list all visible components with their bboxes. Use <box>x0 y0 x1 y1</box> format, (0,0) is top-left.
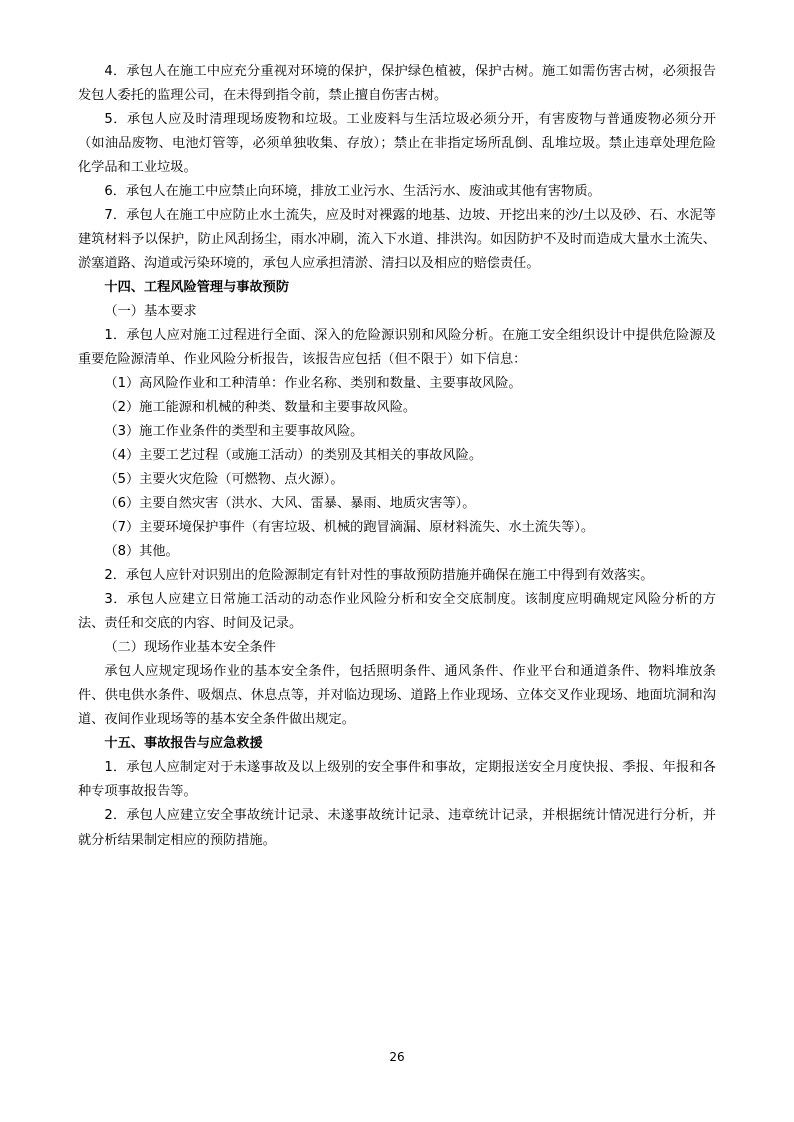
paragraph: （6）主要自然灾害（洪水、大风、雷暴、暴雨、地质灾害等）。 <box>104 496 476 512</box>
page-number: 26 <box>389 1050 405 1064</box>
document-body <box>78 60 716 853</box>
paragraph: （二）现场作业基本安全条件 <box>104 640 276 656</box>
paragraph: 1．承包人应制定对于未遂事故及以上级别的安全事件和事故，定期报送安全月度快报、季报、年报和各种专项事故报告等。 <box>78 760 716 800</box>
paragraph: 7．承包人在施工中应防止水土流失，应及时对裸露的地基、边坡、开挖出来的沙/土以及砂、石、水泥等建筑材料予以保护，防止风刮扬尘，雨水冲刷，流入下水道、排洪沟。如因防护不及时而造成大量水土流失、淤塞道路、沟道或污染环境的，承包人应承担清淤、清扫以及相应的赔偿责任。 <box>78 208 716 272</box>
paragraph: （5）主要火灾危险（可燃物、点火源）。 <box>104 472 344 488</box>
paragraph: 2．承包人应建立安全事故统计记录、未遂事故统计记录、违章统计记录，并根据统计情况进行分析，并就分析结果制定相应的预防措施。 <box>78 808 716 848</box>
paragraph: 1．承包人应对施工过程进行全面、深入的危险源识别和风险分析。在施工安全组织设计中提供危险源及重要危险源清单、作业风险分析报告，该报告应包括（但不限于）如下信息： <box>78 328 716 368</box>
section-heading: 十四、工程风险管理与事故预防 <box>104 280 290 296</box>
paragraph: 5．承包人应及时清理现场废物和垃圾。工业废料与生活垃圾必须分开，有害废物与普通废物必须分开（如油品废物、电池灯管等，必须单独收集、存放）；禁止在非指定场所乱倒、乱堆垃圾。禁止违章处理危险化学品和工业垃圾。 <box>78 112 716 176</box>
paragraph: 2．承包人应针对识别出的危险源制定有针对性的事故预防措施并确保在施工中得到有效落实。 <box>104 568 654 584</box>
paragraph: （2）施工能源和机械的种类、数量和主要事故风险。 <box>104 400 417 416</box>
paragraph: 6．承包人在施工中应禁止向环境，排放工业污水、生活污水、废油或其他有害物质。 <box>104 184 601 200</box>
paragraph: 承包人应规定现场作业的基本安全条件，包括照明条件、通风条件、作业平台和通道条件、物料堆放条件、供电供水条件、吸烟点、休息点等，并对临边现场、道路上作业现场、立体交叉作业现场、地面坑洞和沟道、夜间作业现场等的基本安全条件做出规定。 <box>78 664 716 728</box>
paragraph: （8）其他。 <box>104 544 179 560</box>
paragraph: （7）主要环境保护事件（有害垃圾、机械的跑冒滴漏、原材料流失、水土流失等）。 <box>104 520 595 536</box>
paragraph: （3）施工作业条件的类型和主要事故风险。 <box>104 424 364 440</box>
paragraph: （1）高风险作业和工种清单：作业名称、类别和数量、主要事故风险。 <box>104 376 522 392</box>
paragraph: 3．承包人应建立日常施工活动的动态作业风险分析和安全交底制度。该制度应明确规定风险分析的方法、责任和交底的内容、时间及记录。 <box>78 592 716 632</box>
section-heading: 十五、事故报告与应急救援 <box>104 736 263 752</box>
paragraph: （4）主要工艺过程（或施工活动）的类别及其相关的事故风险。 <box>104 448 483 464</box>
paragraph: （一）基本要求 <box>104 304 197 320</box>
paragraph: 4．承包人在施工中应充分重视对环境的保护，保护绿色植被，保护古树。施工如需伤害古树，必须报告发包人委托的监理公司，在未得到指令前，禁止擅自伤害古树。 <box>78 64 716 104</box>
